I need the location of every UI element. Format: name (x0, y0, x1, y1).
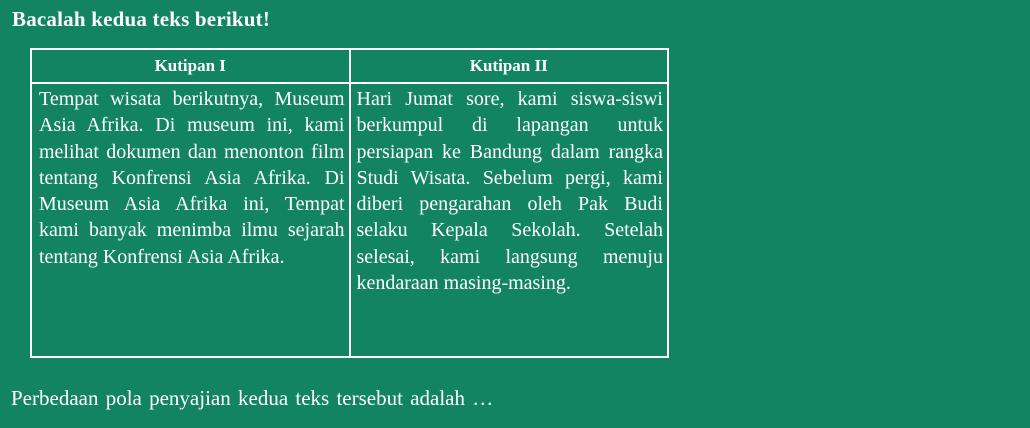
kutipan-2-text: Hari Jumat sore, kami siswa-siswi berkumpul di lapangan untuk persiapan ke Bandung dalam rangka Studi Wisata. Sebelum pergi, kami diberi pengarahan oleh Pak Budi selaku Kepala Sekolah. Setelah selesai, kami langsung menuju kendaraan masing-masing. (350, 83, 669, 357)
table-body-row (31, 83, 668, 357)
instruction-heading: Bacalah kedua teks berikut! (12, 7, 271, 31)
table-header-row (31, 49, 668, 83)
question-text: Perbedaan pola penyajian kedua teks tersebut adalah … (11, 386, 494, 410)
excerpts-table (30, 48, 669, 358)
kutipan-1-text: Tempat wisata berikutnya, Museum Asia Afrika. Di museum ini, kami melihat dokumen dan menonton film tentang Konfrensi Asia Afrika. Di Museum Asia Afrika ini, Tempat kami banyak menimba ilmu sejarah tentang Konfrensi Asia Afrika. (31, 83, 350, 357)
header-kutipan-2: Kutipan II (350, 49, 669, 83)
header-kutipan-1: Kutipan I (31, 49, 350, 83)
